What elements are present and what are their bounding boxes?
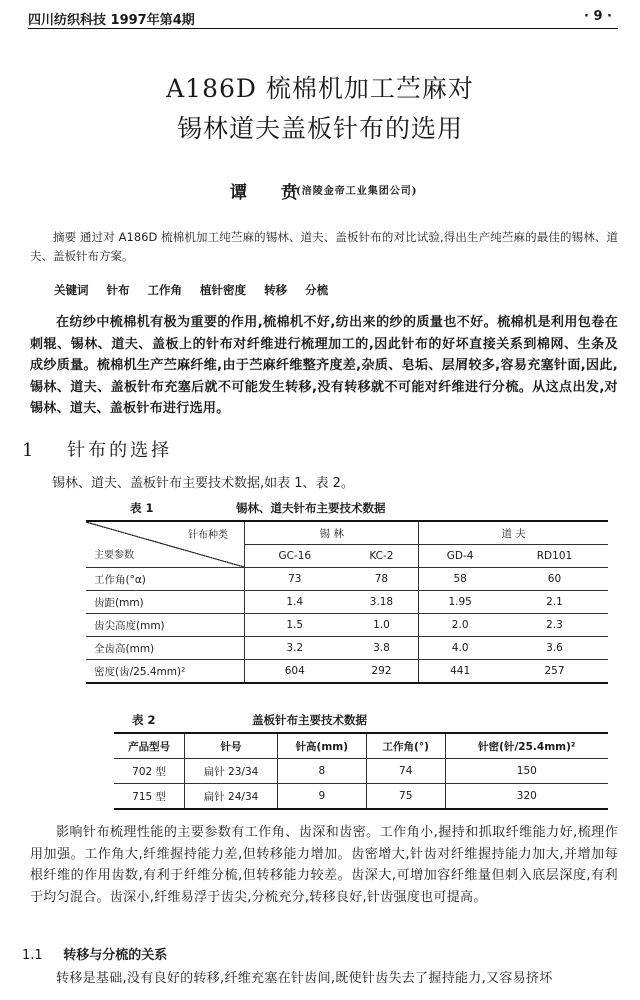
table2-cell: 8: [277, 759, 366, 784]
tables-intro: 锡林、道夫、盖板针布主要技术数据,如表 1、表 2。: [52, 476, 354, 491]
subsection-number: 1.1: [22, 948, 43, 963]
intro-paragraph: 在纺纱中梳棉机有极为重要的作用,梳棉机不好,纺出来的纱的质量也不好。梳棉机是利用包卷在刺辊、锡林、道夫、盖板上的针布对纤维进行梳理加工的,因此针布的好坏直接关系到棉网、生条及成纱质量。梳棉机生产苎麻纤维,由于苎麻纤维整齐度差,杂质、皂垢、层屑较多,容易充塞针面,因此,锡林、道夫、盖板针布充塞后就不可能发生转移,没有转移就不可能对纤维进行分梳。从这点出发,对锡林、道夫、盖板针布进行选用。: [30, 315, 618, 416]
table2-label: 表 2: [132, 713, 156, 727]
table1-cell: 1.0: [345, 614, 419, 637]
subsection-heading: [22, 944, 167, 963]
table1-group-header: 锡 林: [245, 521, 419, 545]
keyword: 植针密度: [200, 283, 247, 297]
table2-header: 针号: [185, 733, 278, 759]
table-row: [86, 568, 608, 591]
table1-group-header: 道 夫: [419, 521, 608, 545]
table1-cell: 1.95: [419, 591, 501, 614]
keyword: 分梳: [305, 283, 329, 297]
table1-cell: 1.5: [245, 614, 345, 637]
table1-model: RD101: [501, 545, 608, 568]
table1-cell: 3.2: [245, 637, 345, 660]
table2-cell: 扁针 23/34: [185, 759, 278, 784]
keyword: 工作角: [147, 283, 183, 297]
table1-cell: 58: [419, 568, 501, 591]
table2-header: 工作角(°): [366, 733, 445, 759]
table1-label: 表 1: [130, 501, 154, 515]
table2-title: 盖板针布主要技术数据: [252, 713, 367, 727]
table1-corner-bottom: 主要参数: [94, 550, 134, 561]
table2-cell: 扁针 24/34: [185, 784, 278, 810]
table1-cell: 2.3: [501, 614, 608, 637]
table-2: [114, 732, 608, 810]
abstract: 摘要 通过对 A186D 梳棉机加工纯苎麻的锡林、道夫、盖板针布的对比试验,得出生产纯苎麻的最佳的锡林、道夫、盖板针布方案。: [30, 230, 618, 263]
table-1: [86, 520, 608, 684]
table1-corner-cell: [86, 521, 245, 568]
table1-cell: 3.8: [345, 637, 419, 660]
keyword: 针布: [106, 283, 130, 297]
table1-param: 齿距(mm): [86, 591, 245, 614]
table1-param: 全齿高(mm): [86, 637, 245, 660]
table1-cell: 3.6: [501, 637, 608, 660]
table1-model: KC-2: [345, 545, 419, 568]
table-row: [86, 591, 608, 614]
table-row: [86, 637, 608, 660]
keywords: [54, 282, 342, 298]
page-number: · 9 ·: [584, 9, 612, 24]
table2-cell: 702 型: [114, 759, 185, 784]
author-affiliation: (涪陵金帝工业集团公司): [296, 186, 418, 197]
body-paragraph: 转移是基础,没有良好的转移,纤维充塞在针齿间,既使针齿失去了握持能力,又容易挤坏: [56, 971, 553, 986]
table2-cell: 715 型: [114, 784, 185, 810]
title-line-1: A186D 梳棉机加工苎麻对: [166, 74, 474, 103]
journal-name: 四川纺织科技 1997年第4期: [28, 13, 195, 28]
keywords-label: 关键词: [54, 283, 89, 297]
table1-param: 密度(齿/25.4mm)²: [86, 660, 245, 684]
table-row: [86, 660, 608, 684]
table1-model: GD-4: [419, 545, 501, 568]
table1-cell: 441: [419, 660, 501, 684]
table2-header: 针密(针/25.4mm)²: [445, 733, 608, 759]
table2-header: 针高(mm): [277, 733, 366, 759]
table1-title: 锡林、道夫针布主要技术数据: [236, 501, 386, 515]
table1-model: GC-16: [245, 545, 345, 568]
table1-cell: 1.4: [245, 591, 345, 614]
table1-cell: 257: [501, 660, 608, 684]
section-title: 针布的选择: [67, 440, 173, 461]
table1-cell: 604: [245, 660, 345, 684]
table2-cell: 75: [366, 784, 445, 810]
title-line-2: 锡林道夫盖板针布的选用: [176, 114, 463, 143]
table2-cell: 74: [366, 759, 445, 784]
table2-cell: 9: [277, 784, 366, 810]
table2-cell: 320: [445, 784, 608, 810]
table1-cell: 78: [345, 568, 419, 591]
keyword: 转移: [264, 283, 288, 297]
running-header: [28, 6, 618, 29]
table-row: [114, 759, 608, 784]
table2-cell: 150: [445, 759, 608, 784]
table1-param: 工作角(°α): [86, 568, 245, 591]
table1-cell: 73: [245, 568, 345, 591]
table2-header: 产品型号: [114, 733, 185, 759]
section-heading-1: [22, 436, 172, 462]
table1-corner-top: 针布种类: [188, 530, 228, 541]
table1-cell: 60: [501, 568, 608, 591]
subsection-title: 转移与分梳的关系: [63, 948, 168, 963]
table1-cell: 2.1: [501, 591, 608, 614]
table1-param: 齿尖高度(mm): [86, 614, 245, 637]
table-row: [86, 614, 608, 637]
table1-cell: 3.18: [345, 591, 419, 614]
table1-cell: 292: [345, 660, 419, 684]
section-number: 1: [22, 440, 37, 461]
body-paragraph: 影响针布梳理性能的主要参数有工作角、齿深和齿密。工作角小,握持和抓取纤维能力好,梳理作用加强。工作角大,纤维握持能力差,但转移能力增加。齿密增大,针齿对纤维握持能力加大,并增加每根纤维的作用齿数,有利于纤维分梳,但转移能力较差。齿深大,可增加容纤维量但刺入底层深度,有利于均匀混合。齿深小,纤维易浮于齿尖,分梳充分,转移良好,针齿强度也可提高。: [30, 825, 618, 905]
table1-cell: 2.0: [419, 614, 501, 637]
table1-cell: 4.0: [419, 637, 501, 660]
author-name: 谭 贲: [230, 183, 312, 203]
table-row: [114, 784, 608, 810]
